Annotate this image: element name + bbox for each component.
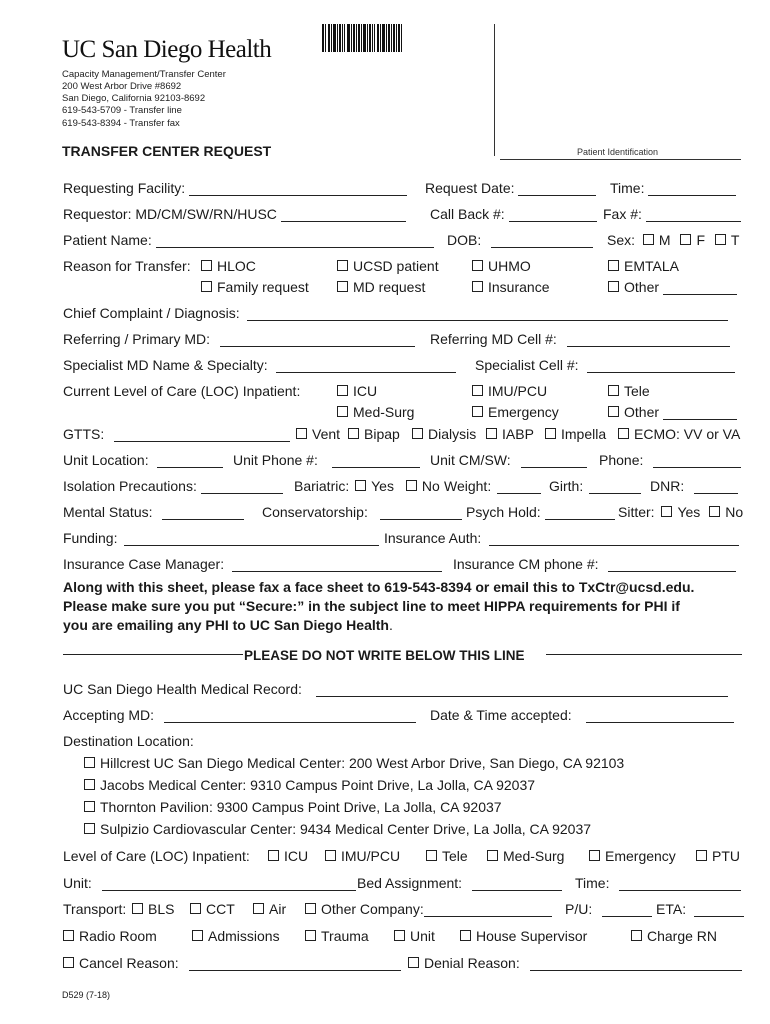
- instruction-period: .: [388, 617, 393, 633]
- bariatric-row: [294, 478, 440, 494]
- unit-location-label: Unit Location:: [63, 452, 149, 468]
- loc-option[interactable]: [337, 383, 377, 399]
- patient-name-row: [63, 232, 434, 248]
- gtts-vent-label: Vent: [312, 426, 341, 442]
- specialist-cell-label: Specialist Cell #:: [475, 357, 579, 373]
- reason-option[interactable]: [201, 279, 309, 295]
- lower-time-row: [575, 875, 741, 891]
- loc-option[interactable]: [337, 404, 414, 420]
- loc-tele-label: Tele: [624, 383, 650, 399]
- gtts-dialysis-label: Dialysis: [428, 426, 477, 442]
- bariatric-yes-checkbox[interactable]: [355, 480, 366, 491]
- sex-row: [607, 232, 739, 248]
- sex-m-label: M: [658, 232, 671, 248]
- transport-cct-label: CCT: [206, 901, 235, 917]
- eta-field[interactable]: [694, 902, 744, 917]
- requesting-facility-field[interactable]: [189, 181, 407, 196]
- form-code: D529 (7-18): [62, 990, 111, 1000]
- address-line: 200 West Arbor Drive #8692: [62, 81, 182, 92]
- ins-cm-row: [63, 556, 442, 572]
- request-date-row: [425, 180, 596, 196]
- mental-row: [63, 504, 244, 520]
- unit-phone2-label: Phone:: [599, 452, 644, 468]
- destination-jacobs-label: Jacobs Medical Center: 9310 Campus Point Drive, La Jolla, CA 92037: [100, 777, 536, 793]
- destination-hillcrest-label: Hillcrest UC San Diego Medical Center: 200 West Arbor Drive, San Diego, CA 92103: [100, 755, 625, 771]
- unit-location-field[interactable]: [157, 453, 223, 468]
- requesting-facility-label: Requesting Facility:: [63, 180, 186, 196]
- loc-in-tele-label: Tele: [442, 848, 468, 864]
- loc-in-option[interactable]: [325, 848, 400, 864]
- reason-option[interactable]: [201, 258, 256, 274]
- call-back-field[interactable]: [509, 207, 597, 222]
- date-time-accepted-label: Date & Time accepted:: [430, 707, 572, 723]
- ins-cm-phone-row: [453, 556, 736, 572]
- notify-option[interactable]: [305, 928, 369, 944]
- reason-other-label: Other: [624, 279, 660, 295]
- cancel-row: [63, 955, 401, 971]
- unit-row: [63, 875, 356, 891]
- request-date-field[interactable]: [518, 181, 596, 196]
- transport-option[interactable]: [190, 901, 235, 917]
- patient-name-label: Patient Name:: [63, 232, 152, 248]
- bed-field[interactable]: [472, 876, 562, 891]
- girth-field[interactable]: [589, 479, 641, 494]
- gtts-iabp-label: IABP: [502, 426, 534, 442]
- unit-phone2-field[interactable]: [653, 453, 741, 468]
- gtts-ecmo-label: ECMO: VV or VA: [634, 426, 741, 442]
- ins-cm-phone-label: Insurance CM phone #:: [453, 556, 599, 572]
- unit-phone-row: [233, 452, 420, 468]
- requestor-label: Requestor: MD/CM/SW/RN/HUSC: [63, 206, 277, 222]
- call-back-row: [430, 206, 597, 222]
- pu-field[interactable]: [602, 902, 652, 917]
- sitter-yes-checkbox[interactable]: [661, 506, 672, 517]
- bariatric-label: Bariatric:: [294, 478, 350, 494]
- notify-house-supervisor-label: House Supervisor: [476, 928, 588, 944]
- requestor-row: [63, 206, 406, 222]
- instruction-line: Please make sure you put “Secure:” in the subject line to meet HIPPA requirements for PHI if: [63, 598, 680, 614]
- date-time-accepted-row: [430, 707, 734, 723]
- loc-other-field[interactable]: [663, 405, 737, 420]
- insurance-auth-label: Insurance Auth:: [384, 530, 482, 546]
- conservatorship-field[interactable]: [380, 505, 462, 520]
- loc-in-option[interactable]: [696, 848, 740, 864]
- loc-option[interactable]: [608, 404, 737, 420]
- sex-label: Sex:: [607, 232, 636, 248]
- instruction-line-3: you are emailing any PHI to UC San Diego Health: [63, 617, 389, 633]
- ins-cm-label: Insurance Case Manager:: [63, 556, 225, 572]
- address-line: 619-543-8394 - Transfer fax: [62, 118, 180, 129]
- gtts-option[interactable]: [618, 426, 740, 442]
- denial-field[interactable]: [530, 956, 742, 971]
- bariatric-no-checkbox[interactable]: [406, 480, 417, 491]
- transport-option[interactable]: [253, 901, 286, 917]
- dnr-field[interactable]: [694, 479, 738, 494]
- gtts-label: GTTS:: [63, 426, 105, 442]
- notify-option[interactable]: [394, 928, 435, 944]
- unit-phone2-row: [599, 452, 741, 468]
- referring-md-field[interactable]: [220, 332, 415, 347]
- notify-trauma-label: Trauma: [321, 928, 369, 944]
- denial-label: Denial Reason:: [424, 955, 520, 971]
- loc-option[interactable]: [472, 404, 559, 420]
- reason-uhmo-label: UHMO: [488, 258, 531, 274]
- loc-in-emergency-label: Emergency: [605, 848, 676, 864]
- specialist-cell-row: [475, 357, 735, 373]
- bariatric-no-label: No: [421, 478, 440, 494]
- patient-id-box-border: [494, 24, 495, 156]
- notify-option[interactable]: [192, 928, 280, 944]
- reason-option[interactable]: [472, 279, 549, 295]
- reason-emtala-label: EMTALA: [624, 258, 679, 274]
- sex-t-label: T: [730, 232, 740, 248]
- instruction-line: [63, 616, 393, 635]
- specialist-row: [63, 357, 456, 373]
- dob-row: [447, 232, 593, 248]
- isolation-row: [63, 478, 283, 494]
- unit-phone-field[interactable]: [332, 453, 420, 468]
- divider-label: PLEASE DO NOT WRITE BELOW THIS LINE: [244, 648, 525, 663]
- gtts-impella-label: Impella: [561, 426, 607, 442]
- conservatorship-row: [262, 504, 462, 520]
- sitter-label: Sitter:: [618, 504, 655, 520]
- loc-in-option[interactable]: [487, 848, 564, 864]
- gtts-bipap-label: Bipap: [364, 426, 400, 442]
- notify-charge-rn-label: Charge RN: [647, 928, 718, 944]
- sitter-no-label: No: [725, 504, 744, 520]
- transport-option[interactable]: [305, 901, 552, 917]
- patient-id-line: [500, 159, 741, 160]
- destination-option[interactable]: [84, 821, 591, 837]
- loc-other-label: Other: [624, 404, 660, 420]
- loc-option[interactable]: [472, 383, 547, 399]
- notify-option[interactable]: [631, 928, 717, 944]
- current-loc-label: Current Level of Care (LOC) Inpatient:: [63, 383, 301, 399]
- chief-complaint-row: [63, 305, 728, 321]
- destination-option[interactable]: [84, 777, 535, 793]
- destination-option[interactable]: [84, 799, 502, 815]
- funding-field[interactable]: [124, 531, 379, 546]
- loc-inpatient-label: Level of Care (LOC) Inpatient:: [63, 848, 250, 864]
- loc-in-icu-label: ICU: [284, 848, 309, 864]
- notify-option[interactable]: [460, 928, 587, 944]
- insurance-auth-row: [384, 530, 739, 546]
- weight-label: Weight:: [444, 478, 492, 494]
- reason-md-label: MD request: [353, 279, 426, 295]
- mental-field[interactable]: [162, 505, 244, 520]
- request-date-label: Request Date:: [425, 180, 515, 196]
- gtts-field[interactable]: [114, 427, 290, 442]
- reason-other-field[interactable]: [663, 280, 737, 295]
- address-line: Capacity Management/Transfer Center: [62, 69, 226, 80]
- medical-record-row: [63, 681, 728, 697]
- sitter-yes-label: Yes: [677, 504, 701, 520]
- loc-in-option[interactable]: [426, 848, 468, 864]
- loc-in-imu-label: IMU/PCU: [341, 848, 401, 864]
- sex-f-checkbox[interactable]: [680, 234, 691, 245]
- divider-line-right: [546, 654, 742, 655]
- referring-md-row: [63, 331, 415, 347]
- logo: UC San Diego Health: [62, 36, 272, 63]
- isolation-field[interactable]: [201, 479, 283, 494]
- psych-hold-field[interactable]: [545, 505, 615, 520]
- chief-complaint-field[interactable]: [247, 306, 728, 321]
- patient-name-field[interactable]: [156, 233, 434, 248]
- loc-option[interactable]: [608, 383, 650, 399]
- request-time-field[interactable]: [648, 181, 736, 196]
- referring-cell-field[interactable]: [567, 332, 730, 347]
- address-line: 619-543-5709 - Transfer line: [62, 105, 182, 116]
- destination-thornton-label: Thornton Pavilion: 9300 Campus Point Drive, La Jolla, CA 92037: [100, 799, 502, 815]
- gtts-option[interactable]: [412, 426, 476, 442]
- fax-row: [603, 206, 741, 222]
- bed-row: [357, 875, 562, 891]
- specialist-label: Specialist MD Name & Specialty:: [63, 357, 268, 373]
- unit-cm-label: Unit CM/SW:: [430, 452, 511, 468]
- reason-option[interactable]: [608, 279, 737, 295]
- specialist-cell-field[interactable]: [587, 358, 735, 373]
- referring-cell-row: [430, 331, 730, 347]
- unit-phone-label: Unit Phone #:: [233, 452, 318, 468]
- reason-ucsd-label: UCSD patient: [353, 258, 439, 274]
- funding-row: [63, 530, 379, 546]
- insurance-auth-field[interactable]: [489, 531, 739, 546]
- requesting-facility-row: [63, 180, 407, 196]
- reason-option[interactable]: [608, 258, 679, 274]
- girth-label: Girth:: [549, 478, 584, 494]
- notify-admissions-label: Admissions: [208, 928, 280, 944]
- denial-checkbox[interactable]: [408, 957, 419, 968]
- loc-imu-label: IMU/PCU: [488, 383, 548, 399]
- sex-t-checkbox[interactable]: [715, 234, 726, 245]
- destination-sulpizio-label: Sulpizio Cardiovascular Center: 9434 Medical Center Drive, La Jolla, CA 92037: [100, 821, 592, 837]
- form-title: TRANSFER CENTER REQUEST: [62, 143, 272, 159]
- gtts-option[interactable]: [545, 426, 606, 442]
- loc-in-ptu-label: PTU: [712, 848, 740, 864]
- address-line: San Diego, California 92103-8692: [62, 93, 206, 104]
- gtts-option[interactable]: [486, 426, 534, 442]
- gtts-row: [63, 426, 290, 442]
- call-back-label: Call Back #:: [430, 206, 505, 222]
- reason-family-label: Family request: [217, 279, 309, 295]
- notify-option[interactable]: [63, 928, 157, 944]
- requestor-field[interactable]: [281, 207, 406, 222]
- dnr-label: DNR:: [650, 478, 685, 494]
- eta-label: ETA:: [656, 901, 687, 917]
- denial-row: [408, 955, 742, 971]
- weight-row: [444, 478, 541, 494]
- request-time-row: [610, 180, 736, 196]
- request-time-label: Time:: [610, 180, 645, 196]
- cancel-field[interactable]: [189, 956, 401, 971]
- referring-cell-label: Referring MD Cell #:: [430, 331, 557, 347]
- funding-label: Funding:: [63, 530, 118, 546]
- cancel-label: Cancel Reason:: [79, 955, 179, 971]
- transport-bls-label: BLS: [148, 901, 175, 917]
- reason-option[interactable]: [337, 279, 425, 295]
- unit-cm-field[interactable]: [521, 453, 587, 468]
- cancel-checkbox[interactable]: [63, 957, 74, 968]
- divider-line-left: [63, 654, 243, 655]
- reason-option[interactable]: [472, 258, 531, 274]
- unit-location-row: [63, 452, 223, 468]
- medical-record-field[interactable]: [316, 682, 728, 697]
- bed-label: Bed Assignment:: [357, 875, 463, 891]
- accepting-md-field[interactable]: [164, 708, 416, 723]
- dob-label: DOB:: [447, 232, 482, 248]
- gtts-option[interactable]: [348, 426, 400, 442]
- sex-m-checkbox[interactable]: [643, 234, 654, 245]
- transport-option[interactable]: [132, 901, 174, 917]
- eta-row: [656, 901, 744, 917]
- barcode: [322, 24, 402, 52]
- accepting-md-row: [63, 707, 416, 723]
- dob-field[interactable]: [491, 233, 593, 248]
- date-time-accepted-field[interactable]: [586, 708, 734, 723]
- loc-medsurg-label: Med-Surg: [353, 404, 415, 420]
- isolation-label: Isolation Precautions:: [63, 478, 197, 494]
- reason-option[interactable]: [337, 258, 439, 274]
- sex-f-label: F: [696, 232, 706, 248]
- unit-field[interactable]: [102, 876, 356, 891]
- transport-air-label: Air: [269, 901, 287, 917]
- reason-label: Reason for Transfer:: [63, 258, 191, 274]
- ins-cm-phone-field[interactable]: [608, 557, 736, 572]
- destination-label: Destination Location:: [63, 733, 194, 749]
- chief-complaint-label: Chief Complaint / Diagnosis:: [63, 305, 240, 321]
- lower-time-field[interactable]: [619, 876, 741, 891]
- reason-hloc-label: HLOC: [217, 258, 256, 274]
- notify-unit-label: Unit: [410, 928, 435, 944]
- loc-in-medsurg-label: Med-Surg: [503, 848, 565, 864]
- lower-time-label: Time:: [575, 875, 610, 891]
- weight-field[interactable]: [497, 479, 541, 494]
- transport-label: Transport:: [63, 901, 127, 917]
- fax-field[interactable]: [646, 207, 741, 222]
- loc-in-option[interactable]: [268, 848, 308, 864]
- loc-icu-label: ICU: [353, 383, 378, 399]
- unit-cm-row: [430, 452, 587, 468]
- transport-other-label: Other Company:: [321, 901, 424, 917]
- ins-cm-field[interactable]: [232, 557, 442, 572]
- loc-in-option[interactable]: [589, 848, 676, 864]
- gtts-option[interactable]: [296, 426, 340, 442]
- psych-hold-row: [466, 504, 615, 520]
- bariatric-yes-label: Yes: [371, 478, 394, 494]
- transport-other-field[interactable]: [424, 902, 552, 917]
- specialist-field[interactable]: [276, 358, 456, 373]
- loc-emergency-label: Emergency: [488, 404, 559, 420]
- pu-label: P/U:: [565, 901, 593, 917]
- fax-label: Fax #:: [603, 206, 642, 222]
- dnr-row: [650, 478, 738, 494]
- reason-insurance-label: Insurance: [488, 279, 550, 295]
- destination-option[interactable]: [84, 755, 624, 771]
- sitter-no-checkbox[interactable]: [709, 506, 720, 517]
- unit-label: Unit:: [63, 875, 92, 891]
- notify-radio-room-label: Radio Room: [79, 928, 157, 944]
- girth-row: [549, 478, 641, 494]
- sitter-row: [618, 504, 743, 520]
- medical-record-label: UC San Diego Health Medical Record:: [63, 681, 302, 697]
- psych-hold-label: Psych Hold:: [466, 504, 541, 520]
- referring-md-label: Referring / Primary MD:: [63, 331, 211, 347]
- accepting-md-label: Accepting MD:: [63, 707, 155, 723]
- pu-row: [565, 901, 652, 917]
- conservatorship-label: Conservatorship:: [262, 504, 368, 520]
- instruction-line: Along with this sheet, please fax a face sheet to 619-543-8394 or email this to TxCtr@ucsd.edu.: [63, 579, 695, 595]
- patient-id-label: Patient Identification: [577, 147, 659, 157]
- mental-label: Mental Status:: [63, 504, 153, 520]
